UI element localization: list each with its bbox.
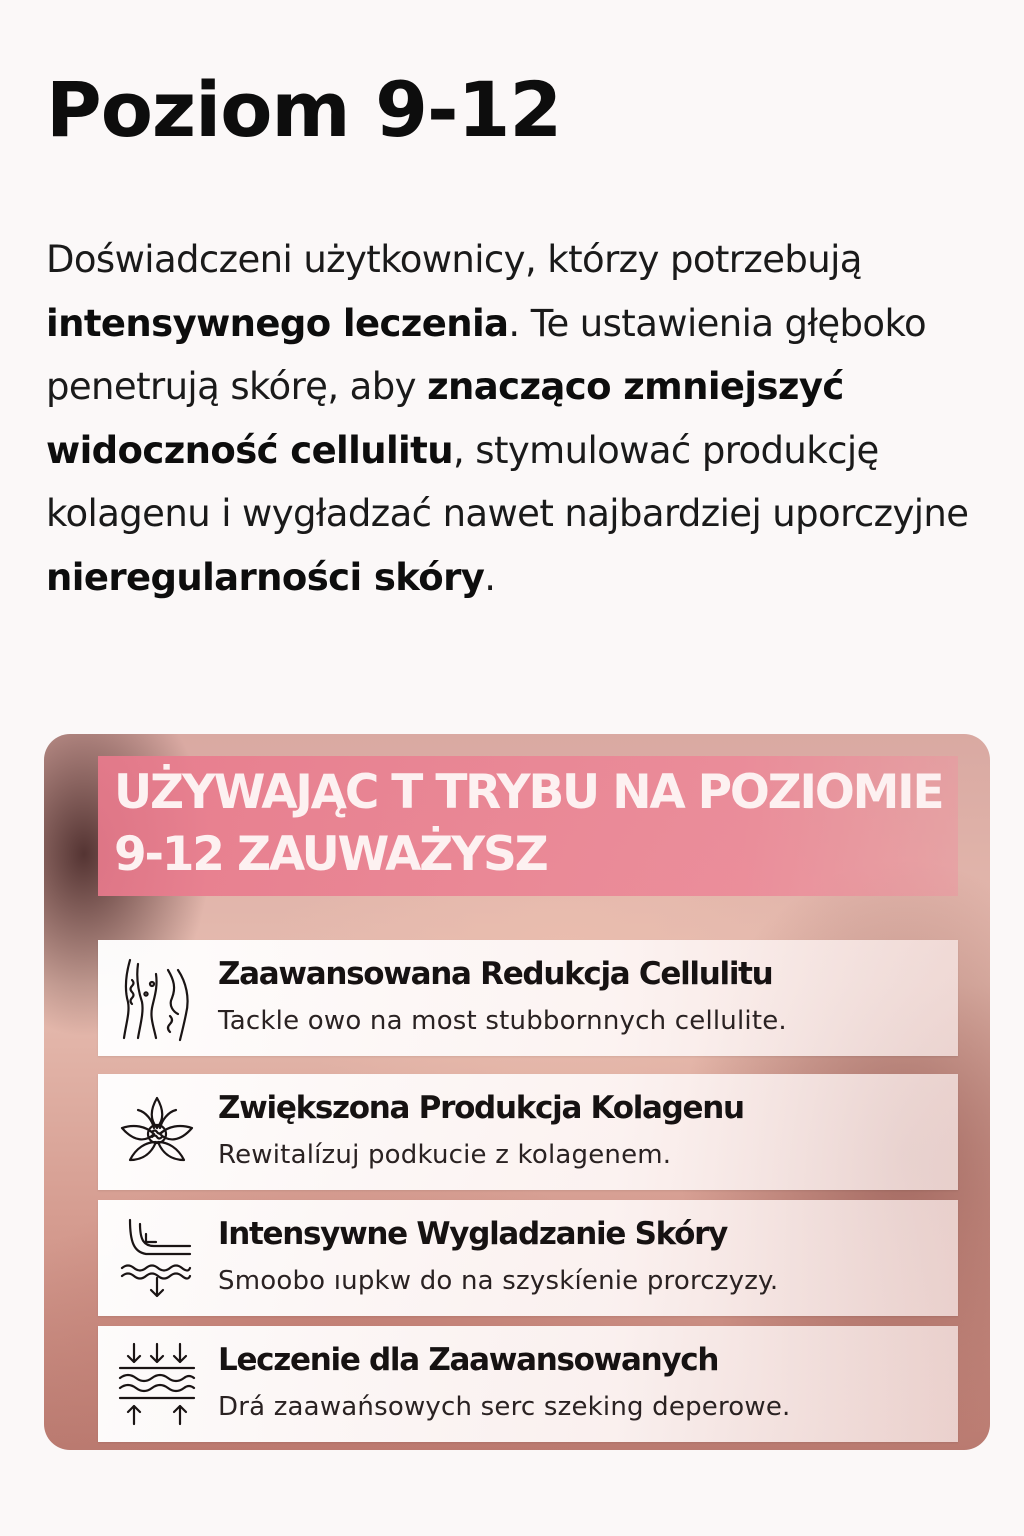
- intro-bold-3: nieregularności skóry: [46, 555, 485, 599]
- feature-item-cellulite: [98, 940, 958, 1056]
- skin-layers-icon: [116, 1340, 198, 1428]
- feature-item-smoothing: [98, 1200, 958, 1316]
- feature-title: Intensywne Wygladzanie Skóry: [218, 1216, 728, 1252]
- feature-description: Smoobo ıupkw do na szyskíenie prorczyzy.: [218, 1266, 779, 1296]
- intro-text-4: .: [484, 555, 496, 599]
- intro-bold-1: intensywnego leczenia: [46, 301, 509, 345]
- intro-text-3: , stymulować produkcję kolagenu i wygładzać nawet najbardziej uporczyjne: [46, 428, 969, 535]
- promo-image-card: [44, 734, 990, 1450]
- feature-description: Tackle owo na most stubbornnych cellulite.: [218, 1006, 787, 1036]
- skin-smoothing-icon: [116, 1214, 198, 1302]
- body-silhouette-icon: [116, 954, 198, 1042]
- card-heading: UŻYWAJĄC T TRYBU NA POZIOMIE 9-12 ZAUWAŻYSZ: [114, 765, 943, 882]
- page-title: Poziom 9-12: [46, 65, 562, 154]
- feature-description: Rewitalízuj podkucie z kolagenem.: [218, 1140, 672, 1170]
- flower-collagen-icon: [116, 1088, 198, 1176]
- feature-item-advanced: [98, 1326, 958, 1442]
- intro-bold-2: znacząco zmniejszyć widoczność cellulitu: [46, 365, 844, 472]
- feature-description: Drá zaawańsowych serc szeking deperowe.: [218, 1392, 791, 1422]
- feature-title: Zwiększona Produkcja Kolagenu: [218, 1090, 744, 1126]
- intro-text-2: . Te ustawienia głęboko penetrują skórę, aby: [46, 301, 926, 408]
- feature-title: Zaawansowana Redukcja Cellulitu: [218, 956, 773, 992]
- intro-text-1: Doświadczeni użytkownicy, którzy potrzebują: [46, 238, 862, 281]
- feature-item-collagen: [98, 1074, 958, 1190]
- intro-paragraph: [46, 228, 1021, 609]
- feature-title: Leczenie dla Zaawansowanych: [218, 1342, 719, 1378]
